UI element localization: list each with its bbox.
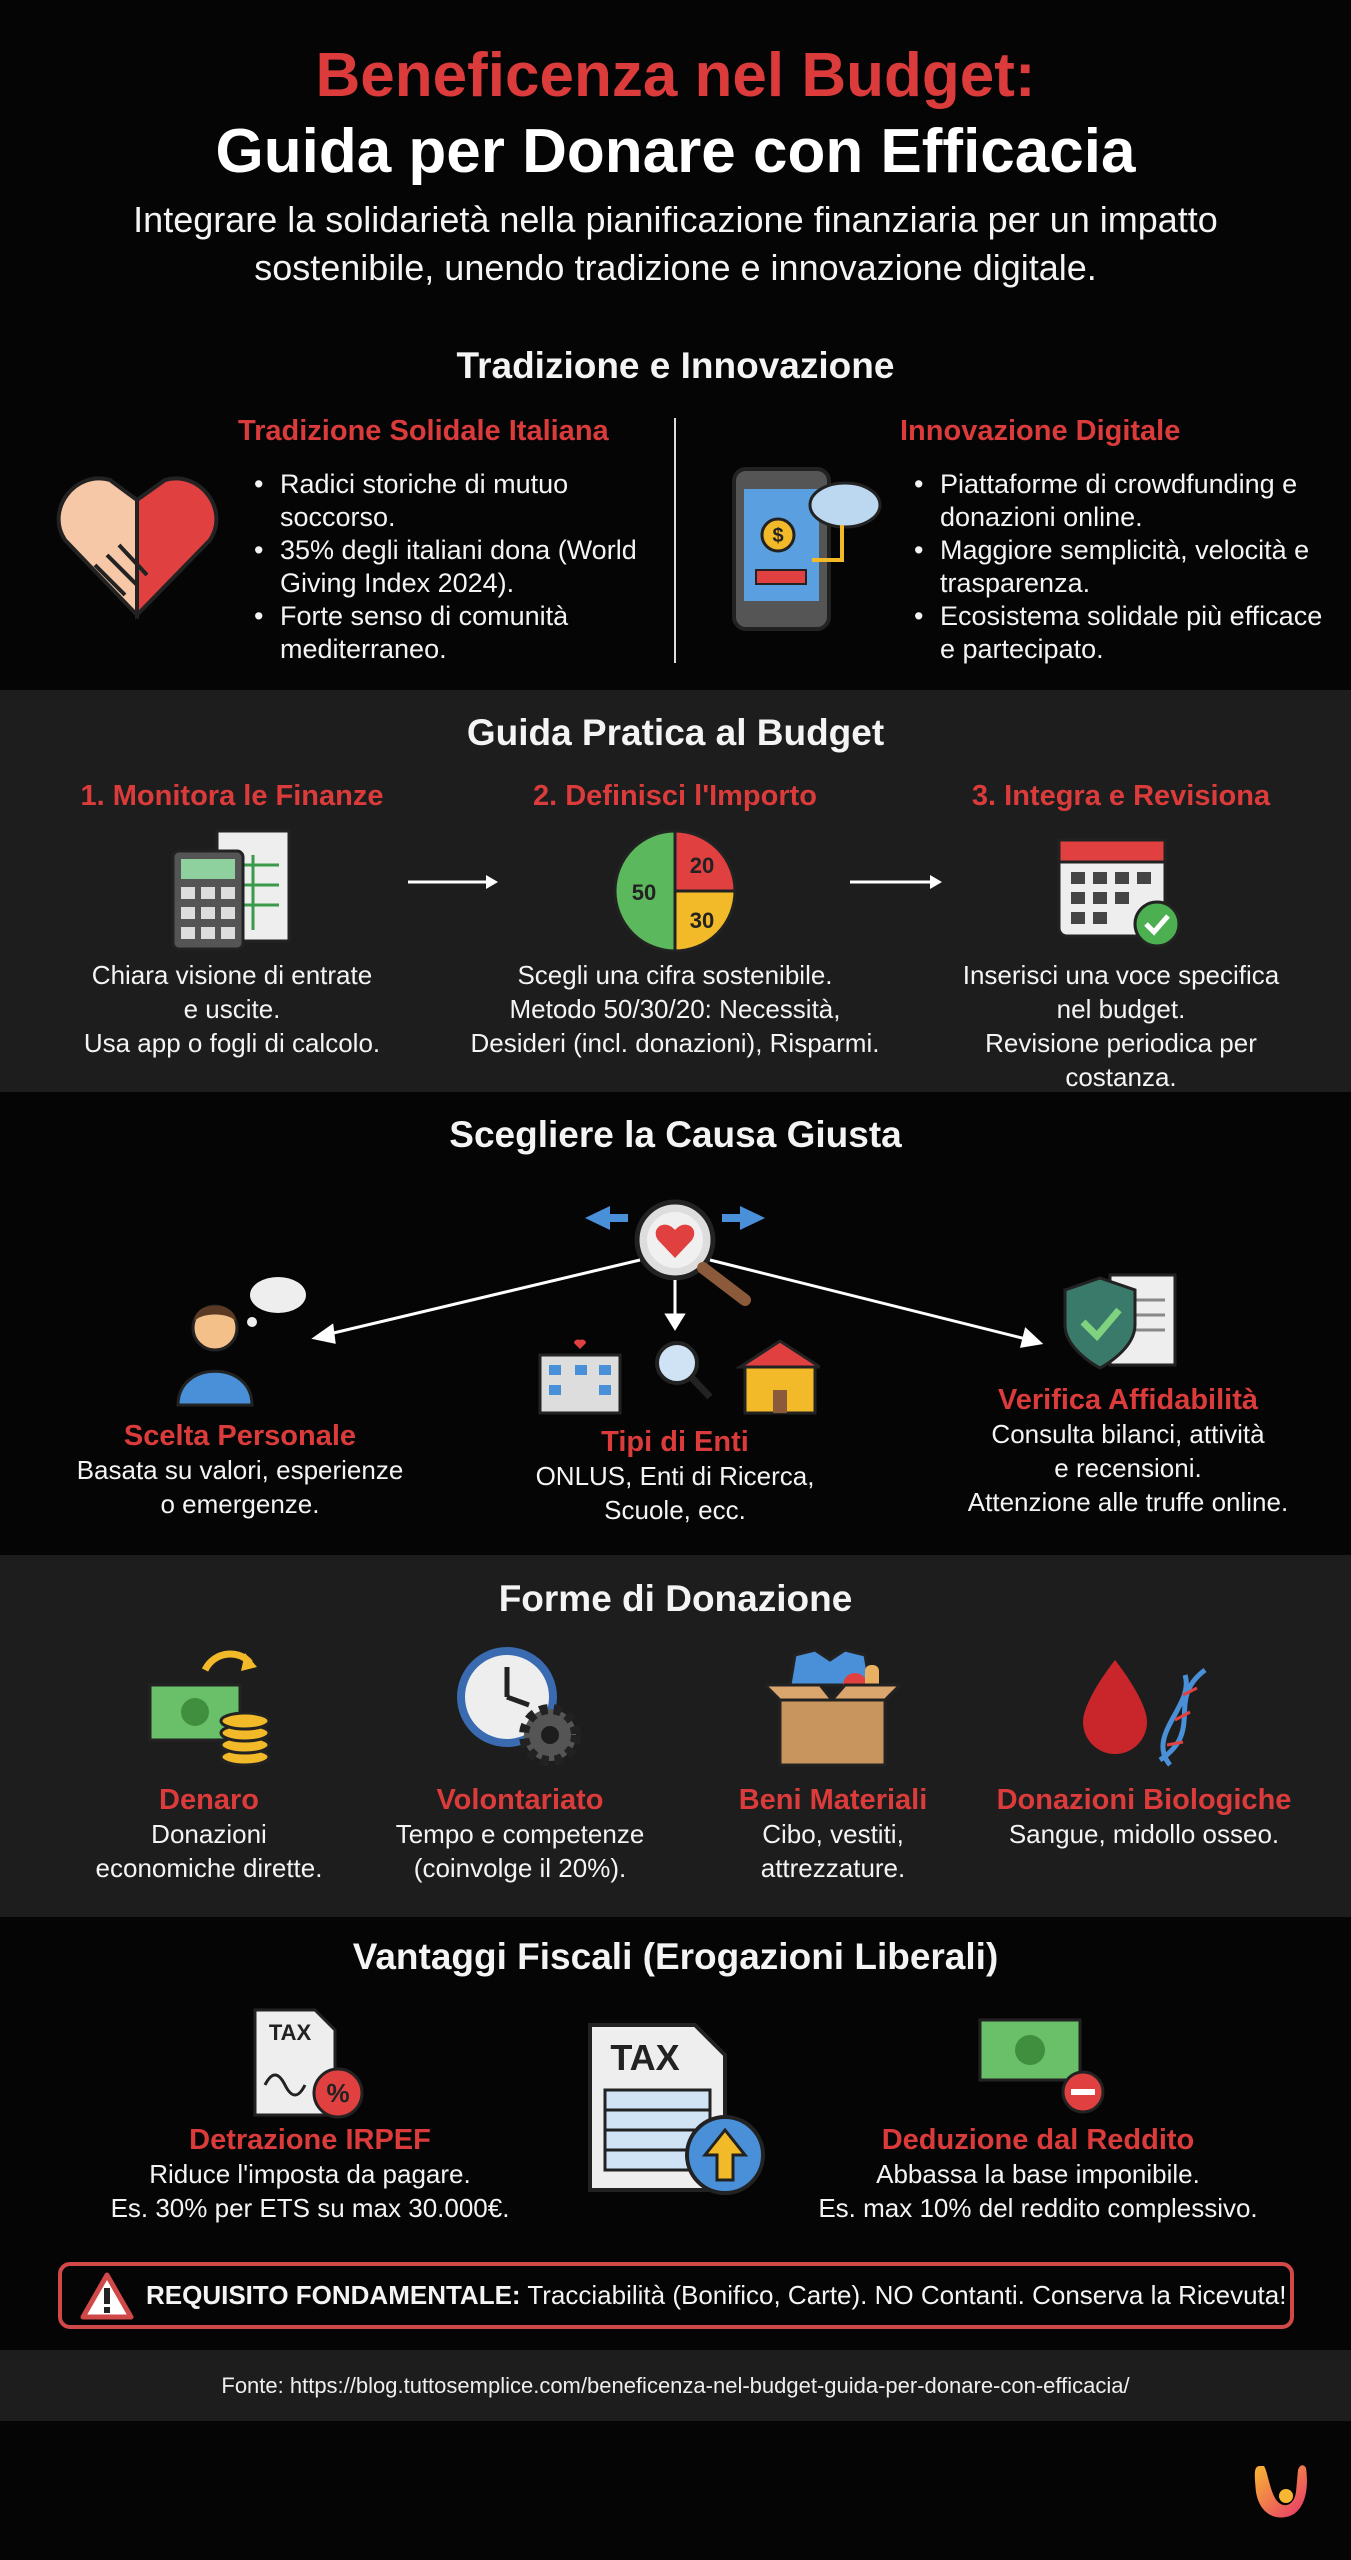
- text-line: Es. max 10% del reddito complessivo.: [818, 2193, 1258, 2223]
- text-line: Donazioni: [151, 1819, 267, 1849]
- brand-logo: [1250, 2462, 1314, 2524]
- arrow-right-icon: [850, 872, 944, 892]
- text-line: Es. 30% per ETS su max 30.000€.: [110, 2193, 510, 2223]
- arrow-right-icon: [408, 872, 500, 892]
- source-link[interactable]: Fonte: https://blog.tuttosemplice.com/beneficenza-nel-budget-guida-per-donare-con-efficacia/: [221, 2372, 1130, 2398]
- text-line: Scegli una cifra sostenibile.: [517, 960, 833, 990]
- form-title: Beni Materiali: [738, 1784, 928, 1816]
- tax-deduction-irpef: [110, 2124, 510, 2225]
- handshake-heart-icon: [55, 470, 220, 620]
- text-line: e uscite.: [183, 994, 281, 1024]
- text-line: attrezzature.: [760, 1853, 906, 1883]
- institutions-icon: [535, 1335, 820, 1415]
- blood-dna-icon: [1075, 1650, 1215, 1770]
- cause-title: Tipi di Enti: [601, 1426, 749, 1458]
- cause-personal: [40, 1420, 440, 1521]
- svg-text:$: $: [772, 525, 784, 547]
- footer: [0, 2350, 1351, 2421]
- title-line1: Beneficenza nel Budget:: [315, 41, 1036, 110]
- innovation-title: Innovazione Digitale: [900, 415, 1181, 447]
- text-line: Inserisci una voce specifica: [962, 960, 1280, 990]
- calculator-spreadsheet-icon: [167, 825, 297, 955]
- svg-text:TAX: TAX: [610, 2037, 680, 2078]
- text-line: Cibo, vestiti,: [762, 1819, 904, 1849]
- cause-verify: [918, 1384, 1338, 1519]
- shield-document-icon: [1055, 1270, 1180, 1375]
- text-line: economiche dirette.: [95, 1853, 323, 1883]
- section-heading-budget: Guida Pratica al Budget: [466, 712, 885, 753]
- subtitle: Integrare la solidarietà nella pianificazione finanziaria per un impatto sostenibile, unendo tradizione e innovazione digitale.: [133, 199, 1218, 288]
- divider: [674, 418, 676, 663]
- tradition-bullets: [250, 468, 670, 666]
- text-line: Metodo 50/30/20: Necessità,: [509, 994, 841, 1024]
- warning-label: REQUISITO FONDAMENTALE:: [146, 2280, 521, 2310]
- pie-label: 30: [689, 908, 715, 933]
- pie-label: 20: [689, 853, 715, 878]
- bullet: • Forte senso di comunità mediterraneo.: [250, 600, 670, 666]
- text-line: e recensioni.: [1054, 1453, 1202, 1483]
- person-thinking-icon: [170, 1260, 310, 1410]
- tax-form-upload-icon: [585, 2020, 770, 2200]
- form-goods: [683, 1784, 983, 1885]
- pie-chart-icon: [612, 828, 738, 954]
- tradition-title: Tradizione Solidale Italiana: [238, 415, 609, 447]
- step-description: [32, 958, 432, 1060]
- form-biological: [979, 1784, 1309, 1851]
- tax-percent-icon: [250, 2005, 365, 2120]
- clock-gear-icon: [455, 1645, 585, 1770]
- text-line: Basata su valori, esperienze: [76, 1455, 404, 1485]
- step-description: [455, 958, 895, 1060]
- money-coins-icon: [145, 1645, 275, 1770]
- step-title: 1. Monitora le Finanze: [80, 780, 384, 812]
- text-line: Sangue, midollo osseo.: [1008, 1819, 1280, 1849]
- phone-cloud-donation-icon: [730, 465, 885, 635]
- section-heading-forms: Forme di Donazione: [498, 1578, 853, 1619]
- text-line: Abbassa la base imponibile.: [876, 2159, 1200, 2189]
- cause-entities: [475, 1426, 875, 1527]
- step-title: 2. Definisci l'Importo: [532, 780, 818, 812]
- tax-title: Deduzione dal Reddito: [881, 2124, 1195, 2156]
- form-volunteer: [370, 1784, 670, 1885]
- calendar-check-icon: [1055, 828, 1185, 953]
- pie-label: 50: [631, 880, 657, 905]
- text-line: Scuole, ecc.: [604, 1495, 746, 1525]
- tax-title: Detrazione IRPEF: [189, 2124, 431, 2156]
- svg-text:%: %: [326, 2078, 350, 2108]
- form-title: Donazioni Biologiche: [996, 1784, 1292, 1816]
- section-heading-cause: Scegliere la Causa Giusta: [449, 1114, 902, 1155]
- warning-box: [58, 2262, 1294, 2329]
- innovation-bullets: [910, 468, 1330, 666]
- bullet: • Piattaforme di crowdfunding e donazioni online.: [910, 468, 1330, 534]
- text-line: Desideri (incl. donazioni), Risparmi.: [470, 1028, 880, 1058]
- cause-title: Verifica Affidabilità: [998, 1384, 1258, 1416]
- bullet: • Ecosistema solidale più efficace e partecipato.: [910, 600, 1330, 666]
- title-line2: Guida per Donare con Efficacia: [215, 117, 1136, 186]
- step-title: 3. Integra e Revisiona: [971, 780, 1271, 812]
- text-line: Usa app o fogli di calcolo.: [83, 1028, 381, 1058]
- text-line: Revisione periodica per: [985, 1028, 1257, 1058]
- text-line: Consulta bilanci, attività: [991, 1419, 1265, 1449]
- cause-title: Scelta Personale: [123, 1420, 357, 1452]
- text-line: (coinvolge il 20%).: [413, 1853, 627, 1883]
- step-description: [921, 958, 1321, 1094]
- money-minus-icon: [975, 2010, 1105, 2120]
- form-title: Volontariato: [436, 1784, 604, 1816]
- text-line: costanza.: [1065, 1062, 1177, 1092]
- text-line: Tempo e competenze: [395, 1819, 645, 1849]
- tax-deduction-income: [808, 2124, 1268, 2225]
- warning-text: [146, 2280, 1286, 2311]
- text-line: Riduce l'imposta da pagare.: [149, 2159, 471, 2189]
- warning-message: Tracciabilità (Bonifico, Carte). NO Contanti. Conserva la Ricevuta!: [520, 2280, 1287, 2310]
- text-line: ONLUS, Enti di Ricerca,: [535, 1461, 815, 1491]
- svg-text:TAX: TAX: [268, 2020, 312, 2045]
- bullet: • 35% degli italiani dona (World Giving Index 2024).: [250, 534, 670, 600]
- bullet: • Radici storiche di mutuo soccorso.: [250, 468, 670, 534]
- form-money: [59, 1784, 359, 1885]
- bullet: • Maggiore semplicità, velocità e trasparenza.: [910, 534, 1330, 600]
- donation-box-icon: [765, 1645, 900, 1770]
- text-line: Chiara visione di entrate: [91, 960, 373, 990]
- section-heading-tradition: Tradizione e Innovazione: [456, 345, 895, 386]
- text-line: Attenzione alle truffe online.: [967, 1487, 1289, 1517]
- text-line: o emergenze.: [160, 1489, 320, 1519]
- warning-icon: [80, 2272, 134, 2320]
- form-title: Denaro: [159, 1784, 259, 1816]
- text-line: nel budget.: [1056, 994, 1186, 1024]
- section-heading-tax: Vantaggi Fiscali (Erogazioni Liberali): [352, 1936, 999, 1977]
